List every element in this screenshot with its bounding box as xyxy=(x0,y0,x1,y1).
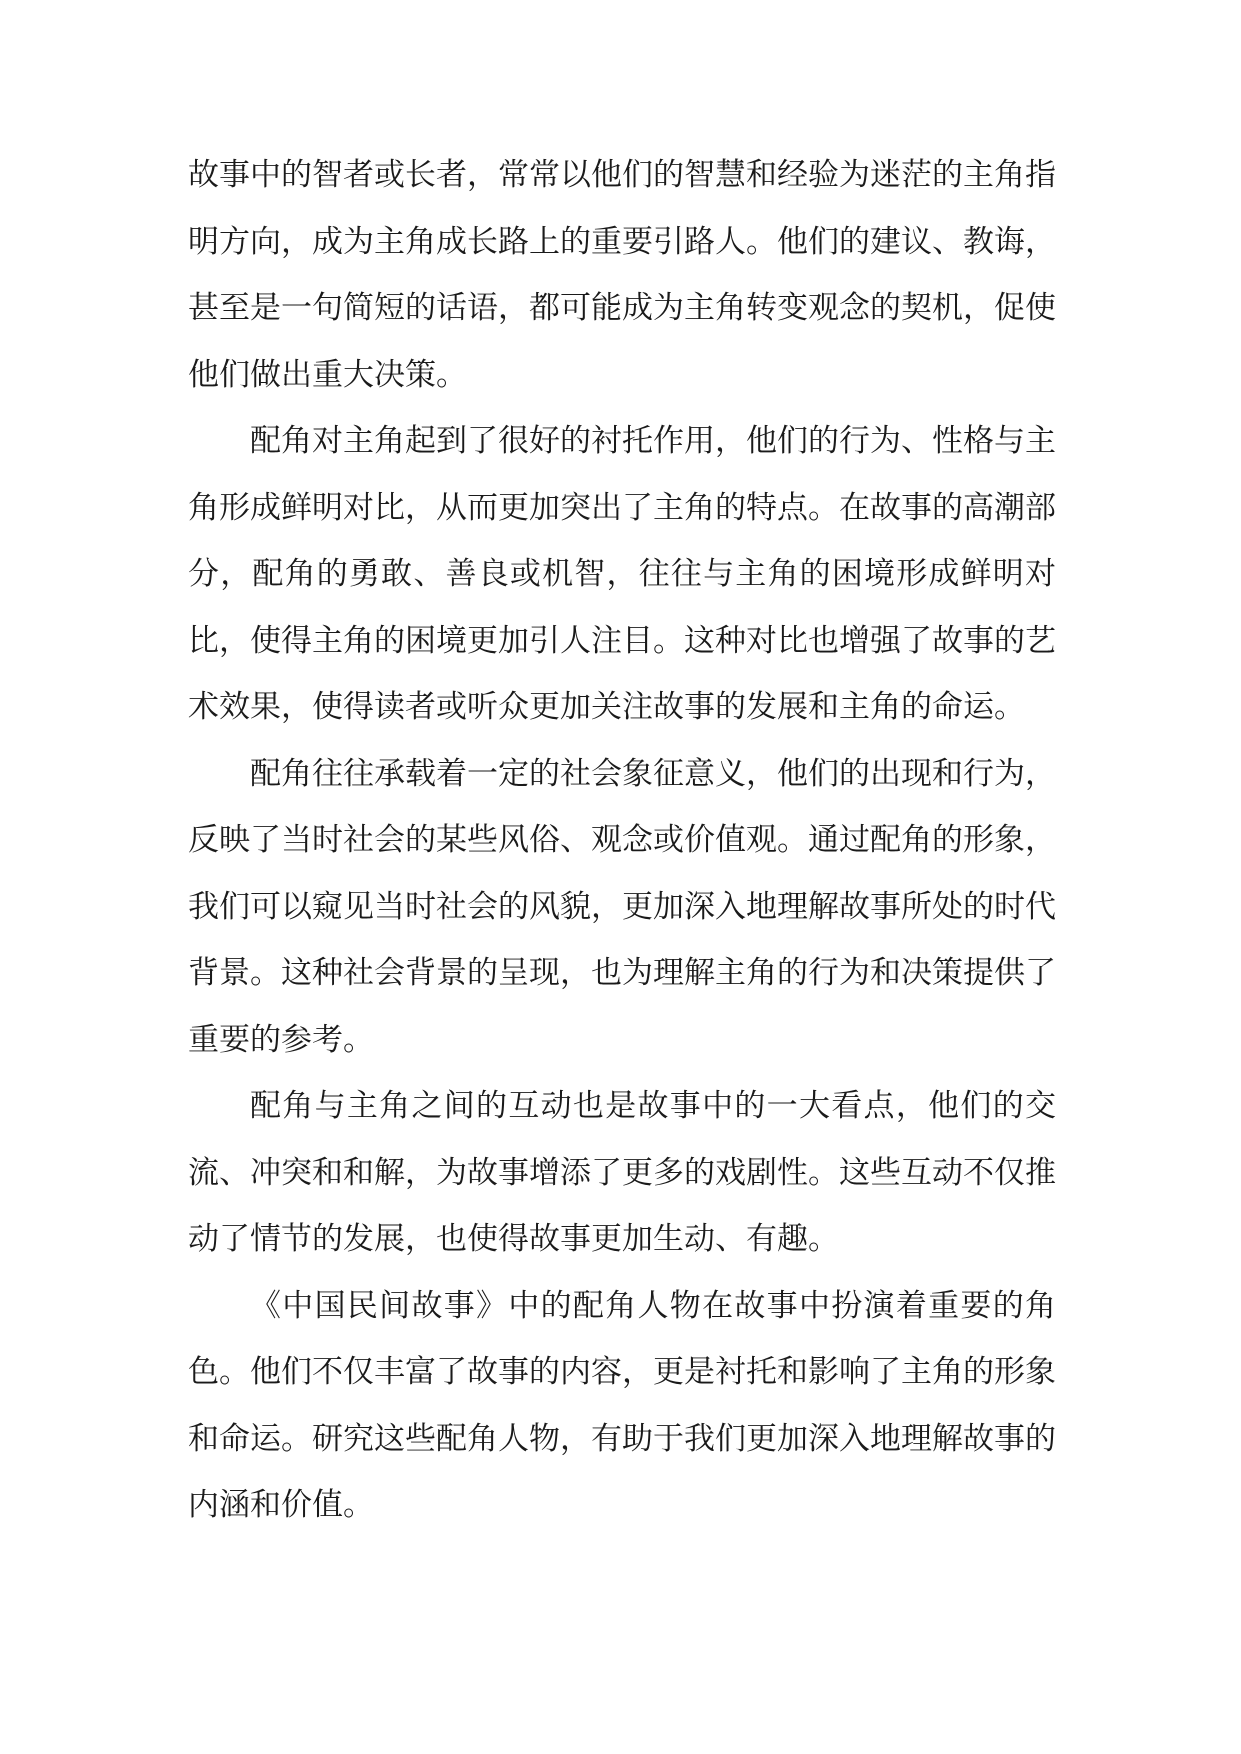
paragraph-4: 配角与主角之间的互动也是故事中的一大看点，他们的交流、冲突和和解，为故事增添了更多的戏剧性。这些互动不仅推动了情节的发展，也使得故事更加生动、有趣。 xyxy=(188,1088,1056,1257)
paragraph-5: 《中国民间故事》中的配角人物在故事中扮演着重要的角色。他们不仅丰富了故事的内容，更是衬托和影响了主角的形象和命运。研究这些配角人物，有助于我们更加深入地理解故事的内涵和价值。 xyxy=(188,1287,1056,1523)
paragraph-1: 故事中的智者或长者，常常以他们的智慧和经验为迷茫的主角指明方向，成为主角成长路上的重要引路人。他们的建议、教诲，甚至是一句简短的话语，都可能成为主角转变观念的契机，促使他们做出重大决策。 xyxy=(188,157,1056,393)
paragraph-3: 配角往往承载着一定的社会象征意义，他们的出现和行为，反映了当时社会的某些风俗、观念或价值观。通过配角的形象，我们可以窥见当时社会的风貌，更加深入地理解故事所处的时代背景。这种社会背景的呈现，也为理解主角的行为和决策提供了重要的参考。 xyxy=(188,755,1056,1058)
document-body xyxy=(188,142,1056,1539)
paragraph-2: 配角对主角起到了很好的衬托作用，他们的行为、性格与主角形成鲜明对比，从而更加突出了主角的特点。在故事的高潮部分，配角的勇敢、善良或机智，往往与主角的困境形成鲜明对比，使得主角的困境更加引人注目。这种对比也增强了故事的艺术效果，使得读者或听众更加关注故事的发展和主角的命运。 xyxy=(188,423,1056,725)
